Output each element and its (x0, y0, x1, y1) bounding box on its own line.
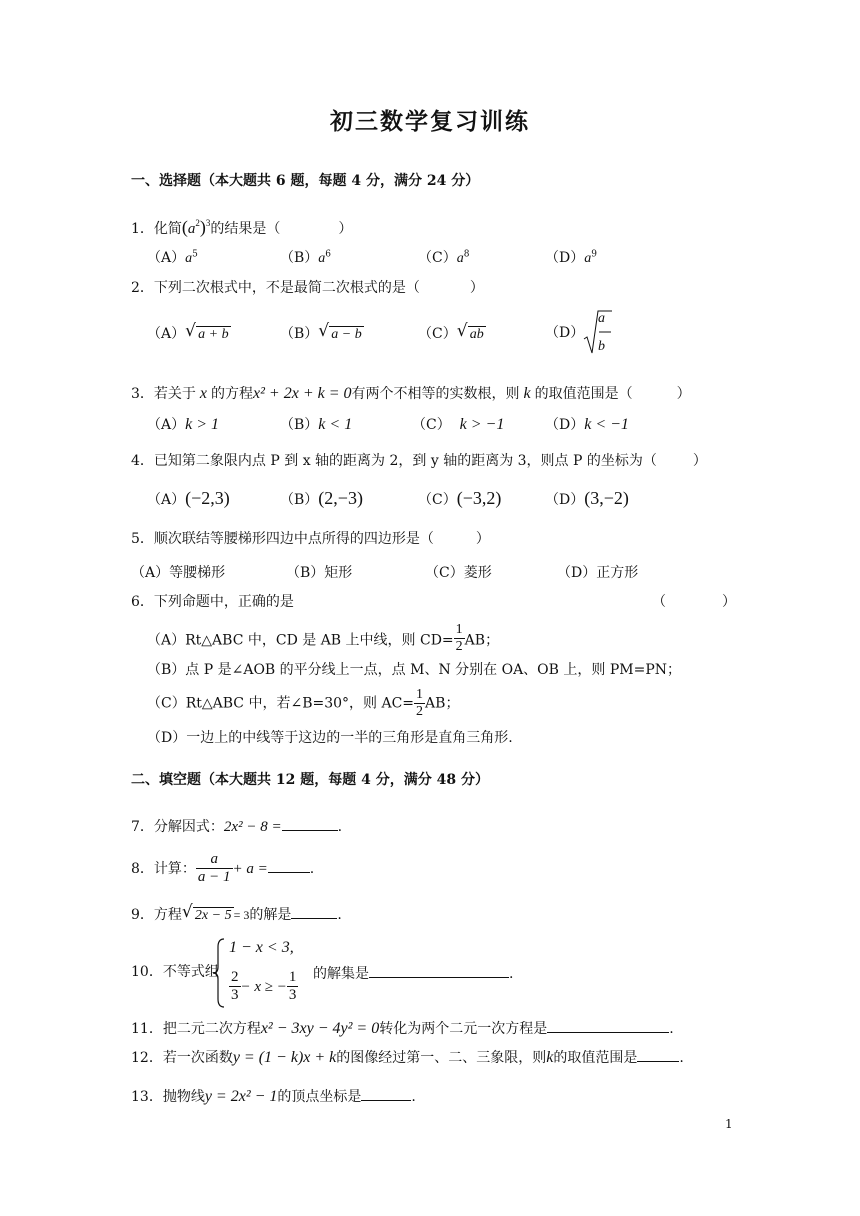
q5-option-d: （D）正方形 (557, 565, 639, 581)
question-text: 化简 (153, 221, 182, 237)
question-number: 1． (131, 221, 154, 237)
answer-blank[interactable] (369, 965, 509, 978)
q10-line1: 1 − x < 3, (229, 939, 294, 956)
q3-option-d: （D）k < −1 (545, 416, 629, 433)
answer-blank[interactable] (547, 1020, 669, 1033)
q2-option-d: （D） (545, 325, 585, 341)
question-5: 5．顺次联结等腰梯形四边中点所得的四边形是（ ） (131, 531, 490, 547)
section2-heading: 二、填空题（本大题共 12 题，每题 4 分，满分 48 分） (131, 772, 489, 788)
q6-option-c: （C）Rt△ABC 中，若∠B=30°，则 AC= $\frac{1}{2}$ AB； (147, 687, 460, 720)
q4-option-c: （C）(−3,2) (418, 488, 502, 508)
q1-option-b: $(B)a^6$ (280, 249, 332, 266)
answer-blank[interactable] (282, 818, 338, 831)
q2-option-c: （C） √ ab (418, 321, 484, 342)
close-paren: ） (338, 221, 353, 237)
brace-icon (212, 937, 226, 1012)
question-10: 的解集是 . (313, 966, 514, 982)
close-paren: ） (469, 280, 484, 296)
q2-option-b: （B） √ a − b (280, 321, 362, 342)
q2-d-numerator: a (598, 311, 605, 326)
q6-option-a: （A）Rt△ABC 中，CD 是 AB 上中线，则 CD= $\frac{1}{2}$ AB； (147, 622, 500, 655)
q4-option-d: （D）(3,−2) (545, 488, 629, 508)
q2-d-denominator: b (598, 339, 605, 354)
q3-option-a: （A）k > 1 (147, 416, 220, 433)
math-expression: $(a^2)^3$ (181, 217, 211, 237)
page-number: 1 (725, 1117, 733, 1131)
question-8: 8．计算： $\frac{a}{a - 1}$ + a = . (131, 851, 315, 886)
question-12: 12．若一次函数y = (1 − k)x + k的图像经过第一、二、三象限，则k的取值范围是 . (131, 1049, 684, 1066)
q6-option-b: （B）点 P 是∠AOB 的平分线上一点，点 M、N 分别在 OA、OB 上，则 PM=PN； (147, 662, 682, 678)
question-6: 6．下列命题中，正确的是 (131, 594, 294, 610)
q6-option-d: （D）一边上的中线等于这边的一半的三角形是直角三角形. (147, 730, 513, 746)
question-11: 11．把二元二次方程x² − 3xy − 4y² = 0转化为两个二元一次方程是 . (131, 1020, 674, 1037)
question-9: 9．方程 √ 2x − 5 = 3的解是 . (131, 902, 342, 923)
answer-blank[interactable] (637, 1049, 679, 1062)
page-title: 初三数学复习训练 (330, 108, 530, 135)
question-2 (131, 281, 484, 295)
q4-option-a: （A）(−2,3) (147, 488, 230, 508)
q1-option-a: $(A)a^5$ (147, 249, 198, 266)
question-text: 下列二次根式中，不是最简二次根式的是（ (153, 280, 420, 296)
question-text: 的结果是（ (210, 221, 281, 237)
q2-option-a: （A） √ a + b (147, 321, 229, 342)
q5-option-b: （B）矩形 (286, 565, 353, 581)
q10-line2: $\frac{2}{3}$ − x ≥ − $\frac{1}{3}$ (231, 969, 297, 1004)
question-7: 7．分解因式：2x² − 8 = . (131, 819, 343, 835)
q3-option-c: （C） k > −1 (412, 416, 505, 433)
question-4: 4．已知第二象限内点 P 到 x 轴的距离为 2，到 y 轴的距离为 3，则点 P 的坐标为（ ） (131, 453, 707, 469)
question-1 (131, 218, 352, 237)
section1-heading: 一、选择题（本大题共 6 题，每题 4 分，满分 24 分） (131, 173, 480, 189)
question-3: 3．若关于 x 的方程x² + 2x + k = 0有两个不相等的实数根，则 k 的取值范围是（ ） (131, 385, 691, 402)
q6-paren: （ ） (652, 594, 736, 610)
question-number: 2． (131, 280, 154, 296)
question-10-label: 10．不等式组 (131, 964, 219, 980)
q1-option-d: $(D)a^9$ (545, 249, 597, 266)
answer-blank[interactable] (268, 860, 310, 873)
q5-option-c: （C）菱形 (425, 565, 492, 581)
answer-blank[interactable] (361, 1088, 411, 1101)
q4-option-b: （B）(2,−3) (280, 488, 363, 508)
q1-option-c: $(C)a^8$ (418, 249, 470, 266)
q3-option-b: （B）k < 1 (280, 416, 353, 433)
q5-option-a: （A）等腰梯形 (131, 565, 226, 581)
answer-blank[interactable] (291, 906, 337, 919)
question-13: 13．抛物线y = 2x² − 1的顶点坐标是 . (131, 1088, 416, 1105)
